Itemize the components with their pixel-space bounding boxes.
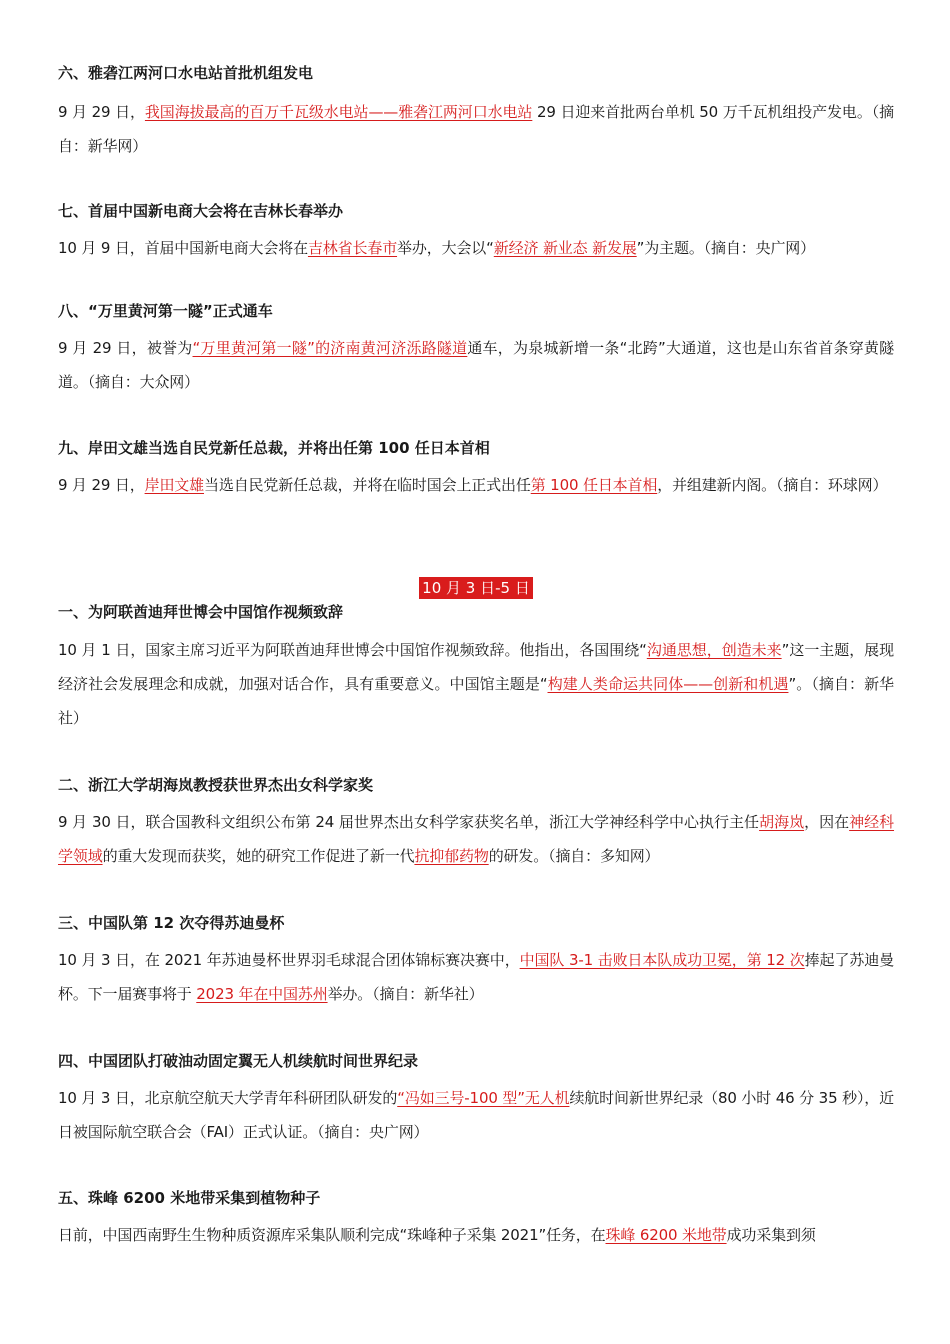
news-body: 日前，中国西南野生生物种质资源库采集队顺利完成“珠峰种子采集 2021”任务，在珠峰 6200 米地带成功采集到须 xyxy=(58,1226,816,1244)
highlight-text: “万里黄河第一隧”的济南黄河济泺路隧道 xyxy=(192,339,468,357)
news-item-4 xyxy=(58,1050,894,1149)
news-item-7 xyxy=(58,200,894,265)
news-item-6 xyxy=(58,62,894,163)
highlight-text: 中国队 3-1 击败日本队成功卫冕，第 12 次 xyxy=(519,951,805,969)
news-item-5 xyxy=(58,1187,894,1252)
news-body: 10 月 3 日，北京航空航天大学青年科研团队研发的“冯如三号-100 型”无人机续航时间新世界纪录（80 小时 46 分 35 秒），近日被国际航空联合会（FAI）正式认证。（摘自：央广网） xyxy=(58,1089,895,1141)
news-item-3 xyxy=(58,912,894,1011)
highlight-text: “冯如三号-100 型”无人机 xyxy=(397,1089,570,1107)
highlight-text: 第 100 任日本首相 xyxy=(530,476,658,494)
news-heading: 九、岸田文雄当选自民党新任总裁，并将出任第 100 任日本首相 xyxy=(58,439,490,457)
news-body: 9 月 29 日，我国海拔最高的百万千瓦级水电站——雅砻江两河口水电站 29 日迎来首批两台单机 50 万千瓦机组投产发电。（摘自：新华网） xyxy=(58,103,894,155)
highlight-text: 我国海拔最高的百万千瓦级水电站——雅砻江两河口水电站 xyxy=(144,103,533,121)
news-body: 9 月 29 日，岸田文雄当选自民党新任总裁，并将在临时国会上正式出任第 100 任日本首相，并组建新内阁。（摘自：环球网） xyxy=(58,476,888,494)
highlight-text: 神经科学领域 xyxy=(58,813,895,865)
news-heading: 四、中国团队打破油动固定翼无人机续航时间世界纪录 xyxy=(58,1052,419,1070)
news-item-1 xyxy=(58,601,894,735)
highlight-text: 珠峰 6200 米地带 xyxy=(605,1226,727,1244)
date-banner-text: 10 月 3 日-5 日 xyxy=(419,577,533,599)
news-body: 10 月 9 日，首届中国新电商大会将在吉林省长春市举办，大会以“新经济 新业态 新发展”为主题。（摘自：央广网） xyxy=(58,239,815,257)
news-body: 10 月 3 日，在 2021 年苏迪曼杯世界羽毛球混合团体锦标赛决赛中，中国队 3-1 击败日本队成功卫冕，第 12 次捧起了苏迪曼杯。下一届赛事将于 2023 年在中国苏州举办。（摘自：新华社） xyxy=(58,951,894,1003)
news-heading: 五、珠峰 6200 米地带采集到植物种子 xyxy=(58,1189,321,1207)
news-body: 9 月 29 日，被誉为“万里黄河第一隧”的济南黄河济泺路隧道通车，为泉城新增一条“北跨”大通道，这也是山东省首条穿黄隧道。（摘自：大众网） xyxy=(58,339,894,391)
news-body: 10 月 1 日，国家主席习近平为阿联酋迪拜世博会中国馆作视频致辞。他指出，各国围绕“沟通思想，创造未来”这一主题，展现经济社会发展理念和成就，加强对话合作，具有重要意义。中国馆主题是“构建人类命运共同体——创新和机遇”。（摘自：新华社） xyxy=(58,641,895,727)
news-heading: 一、为阿联酋迪拜世博会中国馆作视频致辞 xyxy=(58,603,344,621)
highlight-text: 胡海岚 xyxy=(759,813,805,831)
highlight-text: 沟通思想，创造未来 xyxy=(646,641,782,659)
news-heading: 六、雅砻江两河口水电站首批机组发电 xyxy=(58,64,314,82)
date-banner xyxy=(58,577,894,599)
news-item-2 xyxy=(58,774,894,873)
highlight-text: 岸田文雄 xyxy=(144,476,204,494)
news-heading: 七、首届中国新电商大会将在吉林长春举办 xyxy=(58,202,344,220)
highlight-text: 新经济 新业态 新发展 xyxy=(493,239,637,257)
highlight-text: 构建人类命运共同体——创新和机遇 xyxy=(547,675,789,693)
news-heading: 二、浙江大学胡海岚教授获世界杰出女科学家奖 xyxy=(58,776,374,794)
news-body: 9 月 30 日，联合国教科文组织公布第 24 届世界杰出女科学家获奖名单，浙江大学神经科学中心执行主任胡海岚，因在神经科学领域的重大发现而获奖，她的研究工作促进了新一代抗抑郁药物的研发。（摘自：多知网） xyxy=(58,813,895,865)
news-heading: 八、“万里黄河第一隧”正式通车 xyxy=(58,302,273,320)
highlight-text: 抗抑郁药物 xyxy=(414,847,489,865)
news-item-8 xyxy=(58,300,894,399)
news-item-9 xyxy=(58,437,894,502)
highlight-text: 2023 年在中国苏州 xyxy=(196,985,328,1003)
highlight-text: 吉林省长春市 xyxy=(307,239,398,257)
news-heading: 三、中国队第 12 次夺得苏迪曼杯 xyxy=(58,914,285,932)
